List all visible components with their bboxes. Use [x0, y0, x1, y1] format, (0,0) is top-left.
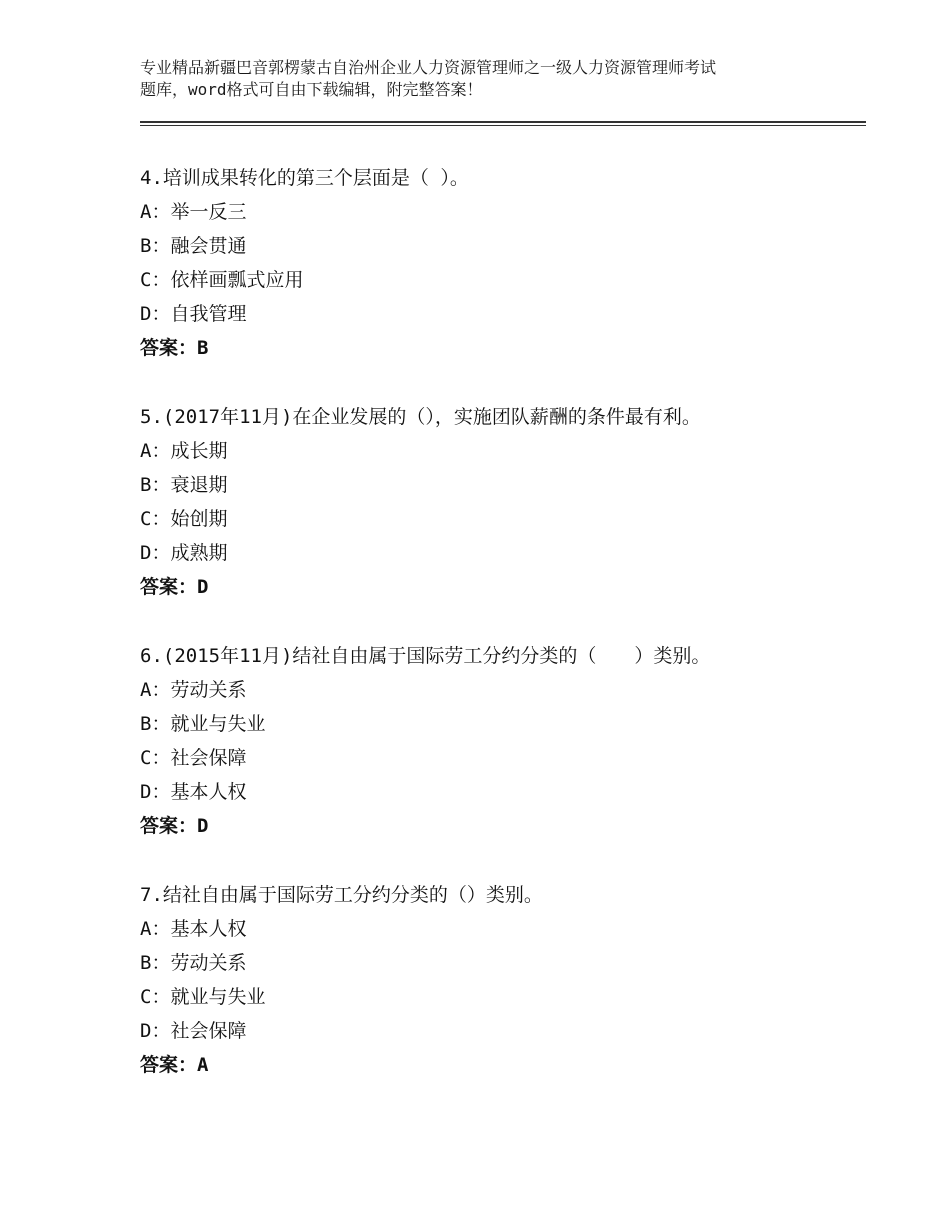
option-a: A：劳动关系	[140, 679, 247, 701]
header-line-1: 专业精品新疆巴音郭楞蒙古自治州企业人力资源管理师之一级人力资源管理师考试	[140, 58, 717, 77]
option-b: B：衰退期	[140, 474, 228, 496]
question-title: 4.培训成果转化的第三个层面是（ ）。	[140, 167, 469, 189]
question-5	[140, 400, 860, 604]
question-6	[140, 639, 860, 843]
option-c: C：社会保障	[140, 747, 247, 769]
header-divider-thick	[140, 121, 866, 123]
option-b: B：融会贯通	[140, 235, 247, 257]
header-divider-thin	[140, 125, 866, 126]
option-a: A：举一反三	[140, 201, 247, 223]
option-a: A：基本人权	[140, 918, 247, 940]
question-title: 7.结社自由属于国际劳工分约分类的（）类别。	[140, 884, 543, 906]
option-d: D：成熟期	[140, 542, 228, 564]
question-7	[140, 878, 860, 1082]
option-d: D：社会保障	[140, 1020, 247, 1042]
document-header	[140, 57, 840, 101]
question-4	[140, 161, 860, 365]
answer: 答案：D	[140, 576, 209, 598]
answer: 答案：B	[140, 337, 209, 359]
answer: 答案：D	[140, 815, 209, 837]
option-d: D：基本人权	[140, 781, 247, 803]
header-line-2: 题库，word格式可自由下载编辑，附完整答案！	[140, 80, 483, 99]
option-d: D：自我管理	[140, 303, 247, 325]
option-b: B：劳动关系	[140, 952, 247, 974]
answer: 答案：A	[140, 1054, 209, 1076]
option-c: C：就业与失业	[140, 986, 266, 1008]
question-title: 6.(2015年11月)结社自由属于国际劳工分约分类的（ ）类别。	[140, 645, 711, 667]
option-a: A：成长期	[140, 440, 228, 462]
question-title: 5.(2017年11月)在企业发展的（），实施团队薪酬的条件最有利。	[140, 406, 701, 428]
option-c: C：始创期	[140, 508, 228, 530]
option-c: C：依样画瓢式应用	[140, 269, 304, 291]
option-b: B：就业与失业	[140, 713, 266, 735]
